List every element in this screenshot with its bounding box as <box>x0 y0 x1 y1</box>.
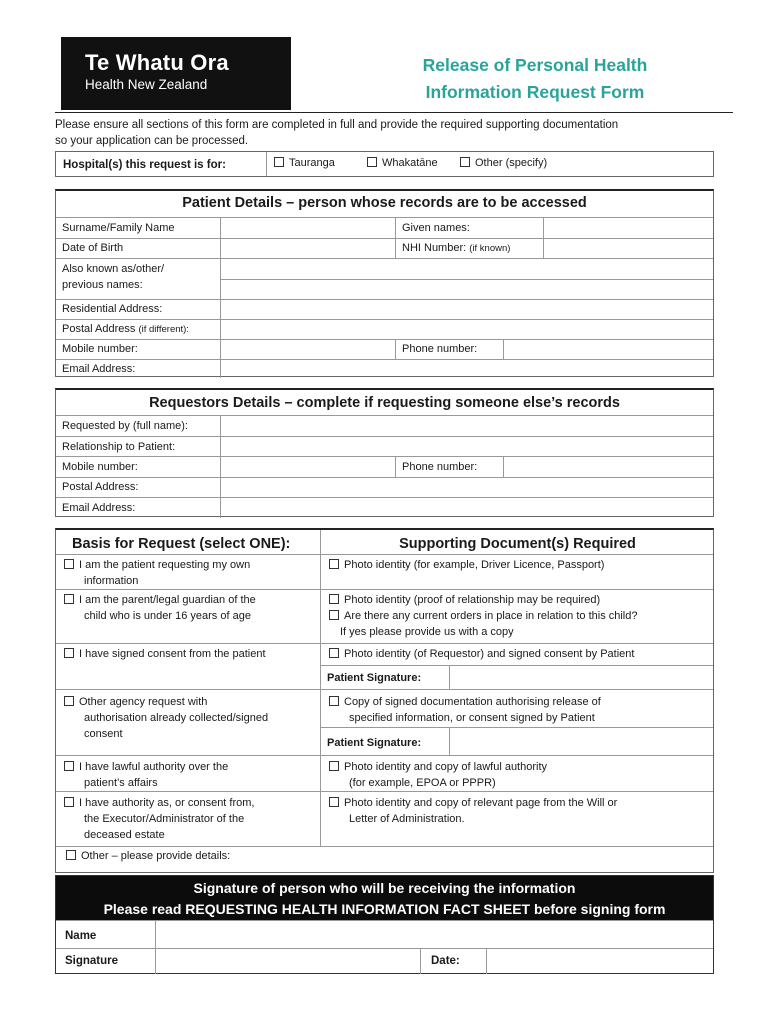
doc-authorisation-line1: Copy of signed documentation authorising release of <box>344 696 601 708</box>
tauranga-checkbox[interactable] <box>274 155 335 171</box>
residential-address-field[interactable] <box>221 300 714 319</box>
email-field[interactable] <box>221 360 714 378</box>
checkbox-icon <box>274 157 284 167</box>
date-field[interactable] <box>487 949 714 974</box>
requestor-mobile-field[interactable] <box>221 457 395 477</box>
checkbox-icon <box>64 594 74 604</box>
other-hospital-checkbox[interactable] <box>460 155 547 171</box>
doc-authorisation-line2: specified information, or consent signed by Patient <box>349 712 595 724</box>
checkbox-icon <box>329 648 339 658</box>
nhi-field[interactable] <box>544 239 714 258</box>
name-field[interactable] <box>156 921 714 948</box>
mobile-field[interactable] <box>221 340 395 359</box>
basis-parent-line2: child who is under 16 years of age <box>84 610 251 622</box>
doc-orders-note: If yes please provide us with a copy <box>340 626 514 638</box>
dob-label: Date of Birth <box>62 242 124 254</box>
basis-heading: Basis for Request (select ONE): <box>72 536 291 552</box>
given-names-label: Given names: <box>402 222 470 234</box>
requestor-email-field[interactable] <box>221 498 714 518</box>
checkbox-icon <box>66 850 76 860</box>
supporting-docs-heading: Supporting Document(s) Required <box>399 536 636 552</box>
whakatane-label: Whakatāne <box>382 157 438 169</box>
patient-signature-label-2: Patient Signature: <box>327 737 422 749</box>
nhi-label <box>402 240 510 257</box>
patient-details-section <box>55 189 714 377</box>
signature-section <box>55 875 714 974</box>
basis-own-patient-line2: information <box>84 575 139 587</box>
surname-field[interactable] <box>221 218 395 237</box>
basis-other-agency-line1: Other agency request with <box>79 696 208 708</box>
aka-line2: previous names: <box>62 279 143 291</box>
signature-field[interactable] <box>156 949 420 974</box>
basis-own-patient-option[interactable] <box>64 557 250 589</box>
checkbox-icon <box>329 761 339 771</box>
basis-executor-line1: I have authority as, or consent from, <box>79 797 255 809</box>
aka-label <box>62 261 164 293</box>
doc-lawful-authority-option[interactable] <box>329 759 547 791</box>
aka-line1: Also known as/other/ <box>62 263 165 275</box>
basis-lawful-authority-option[interactable] <box>64 759 228 791</box>
requestor-mobile-label: Mobile number: <box>62 461 138 473</box>
doc-requestor-id-option[interactable] <box>329 646 634 662</box>
basis-lawful-line1: I have lawful authority over the <box>79 761 229 773</box>
date-label: Date: <box>431 955 460 967</box>
form-title-line1: Release of Personal Health <box>422 55 648 75</box>
other-hospital-label: Other (specify) <box>475 157 548 169</box>
doc-relationship-options <box>329 592 638 640</box>
requested-by-label: Requested by (full name): <box>62 420 188 432</box>
requestor-phone-field[interactable] <box>504 457 714 477</box>
checkbox-icon <box>64 761 74 771</box>
patient-signature-label: Patient Signature: <box>327 672 422 684</box>
signature-heading <box>56 876 713 920</box>
aka-field[interactable] <box>221 259 714 299</box>
basis-signed-consent-option[interactable] <box>64 646 266 662</box>
signature-heading-line2: Please read REQUESTING HEALTH INFORMATION FACT SHEET before signing form <box>103 901 666 917</box>
doc-photo-id-option[interactable] <box>329 557 604 573</box>
doc-orders-option[interactable] <box>329 608 638 624</box>
postal-address-field[interactable] <box>221 320 714 339</box>
logo-title: Te Whatu Ora <box>85 50 229 75</box>
email-label: Email Address: <box>62 363 136 375</box>
doc-lawful-line1: Photo identity and copy of lawful authority <box>344 761 548 773</box>
checkbox-icon <box>329 696 339 706</box>
given-names-field[interactable] <box>544 218 714 237</box>
checkbox-icon <box>329 610 339 620</box>
requestor-postal-label: Postal Address: <box>62 481 139 493</box>
intro-line1: Please ensure all sections of this form are completed in full and provide the required supporting documentation <box>55 119 619 131</box>
basis-other-option[interactable] <box>66 848 230 864</box>
checkbox-icon <box>329 559 339 569</box>
signature-heading-line1: Signature of person who will be receiving the information <box>193 880 576 896</box>
patient-signature-field[interactable] <box>450 666 715 689</box>
intro-text <box>55 117 735 149</box>
requestor-postal-field[interactable] <box>221 478 714 497</box>
requestor-email-label: Email Address: <box>62 502 136 514</box>
basis-parent-guardian-option[interactable] <box>64 592 256 624</box>
checkbox-icon <box>64 559 74 569</box>
hospital-label: Hospital(s) this request is for: <box>63 159 226 171</box>
postal-address-text: Postal Address <box>62 323 136 335</box>
tauranga-label: Tauranga <box>289 157 335 169</box>
doc-lawful-line2: (for example, EPOA or PPPR) <box>349 777 496 789</box>
mobile-label: Mobile number: <box>62 343 138 355</box>
basis-parent-line1: I am the parent/legal guardian of the <box>79 594 256 606</box>
checkbox-icon <box>64 797 74 807</box>
patient-signature-field-2[interactable] <box>450 728 715 755</box>
basis-own-patient-line1: I am the patient requesting my own <box>79 559 251 571</box>
checkbox-icon <box>64 648 74 658</box>
checkbox-icon <box>329 594 339 604</box>
intro-line2: so your application can be processed. <box>55 135 249 147</box>
form-title-line2: Information Request Form <box>425 82 645 102</box>
hospital-selection <box>55 151 714 177</box>
name-label: Name <box>65 930 97 942</box>
checkbox-icon <box>460 157 470 167</box>
basis-lawful-line2: patient’s affairs <box>84 777 158 789</box>
basis-section <box>55 528 714 873</box>
relationship-field[interactable] <box>221 437 714 456</box>
doc-will-option[interactable] <box>329 795 617 827</box>
requestor-details-section <box>55 388 714 517</box>
phone-label: Phone number: <box>402 343 478 355</box>
doc-requestor-id-text: Photo identity (of Requestor) and signed consent by Patient <box>344 648 635 660</box>
phone-field[interactable] <box>504 340 714 359</box>
signature-label: Signature <box>65 955 119 967</box>
doc-relationship-option[interactable] <box>329 592 638 608</box>
basis-signed-consent-text: I have signed consent from the patient <box>79 648 266 660</box>
checkbox-icon <box>367 157 377 167</box>
basis-other-agency-option[interactable] <box>64 694 268 742</box>
basis-executor-line2: the Executor/Administrator of the <box>84 813 245 825</box>
requestor-details-heading: Requestors Details – complete if requesting someone else’s records <box>149 395 620 411</box>
surname-label: Surname/Family Name <box>62 222 175 234</box>
doc-will-line1: Photo identity and copy of relevant page from the Will or <box>344 797 618 809</box>
relationship-label: Relationship to Patient: <box>62 441 176 453</box>
basis-executor-line3: deceased estate <box>84 829 165 841</box>
nhi-note: (if known) <box>469 243 511 254</box>
doc-photo-id-text: Photo identity (for example, Driver Licence, Passport) <box>344 559 605 571</box>
te-whatu-ora-logo <box>61 37 291 110</box>
doc-authorisation-option[interactable] <box>329 694 601 726</box>
dob-field[interactable] <box>221 239 395 258</box>
residential-address-label: Residential Address: <box>62 303 163 315</box>
doc-will-line2: Letter of Administration. <box>349 813 465 825</box>
basis-other-agency-line2: authorisation already collected/signed <box>84 712 269 724</box>
whakatane-checkbox[interactable] <box>367 155 438 171</box>
logo-subtitle: Health New Zealand <box>85 77 208 92</box>
basis-other-text: Other – please provide details: <box>81 850 231 862</box>
postal-address-note: (if different): <box>138 324 189 335</box>
patient-details-heading: Patient Details – person whose records are to be accessed <box>182 195 587 211</box>
requestor-phone-label: Phone number: <box>402 461 478 473</box>
basis-other-agency-line3: consent <box>84 728 123 740</box>
postal-address-label <box>62 321 189 338</box>
form-title <box>350 52 720 106</box>
other-details-field[interactable] <box>266 847 714 874</box>
doc-orders-text: Are there any current orders in place in relation to this child? <box>344 610 638 622</box>
checkbox-icon <box>329 797 339 807</box>
checkbox-icon <box>64 696 74 706</box>
nhi-label-text: NHI Number: <box>402 242 467 254</box>
requested-by-field[interactable] <box>221 416 714 436</box>
doc-relationship-text: Photo identity (proof of relationship may be required) <box>344 594 601 606</box>
header-divider <box>55 112 733 113</box>
basis-executor-option[interactable] <box>64 795 254 843</box>
